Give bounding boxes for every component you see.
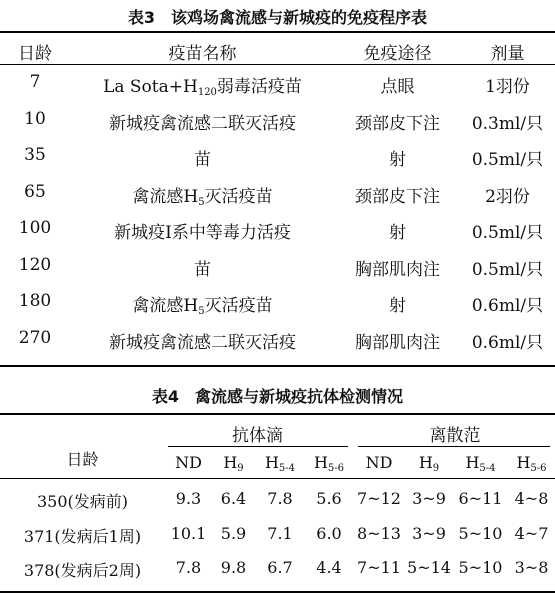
- table4-cell-value: 7~11: [357, 558, 401, 577]
- table3-cell-route: 点眼: [380, 77, 415, 97]
- table3-cell-dose: 1羽份: [485, 77, 530, 97]
- table3-cell-age: 100: [18, 218, 52, 238]
- table3-cell-age: 270: [18, 327, 52, 348]
- table4-cell-value: 7.1: [267, 523, 293, 543]
- table4-cell-value: 4~7: [514, 523, 549, 543]
- table4-cell-age: 371(发病后1周): [23, 526, 142, 546]
- table4-cell-value: 8~13: [357, 523, 401, 543]
- table4-subheader: $H_{5-6}$: [313, 453, 345, 474]
- table4-cell-value: 9.8: [220, 558, 247, 577]
- table4-subheader: $H_9$: [418, 453, 440, 474]
- table3-header-dose: 剂量: [490, 44, 525, 64]
- table3-cell-vaccine: 禽流感$H_5$灭活疫苗: [132, 186, 273, 208]
- table4-cell-age: 378(发病后2周): [23, 561, 142, 580]
- table4-cell-value: 3~9: [412, 523, 446, 543]
- table3-cell-route: 射: [389, 296, 406, 316]
- table3-cell-dose: 0.5ml/只: [471, 259, 544, 280]
- table4-subheader: $H_9$: [223, 453, 244, 474]
- table3-header-route: 免疫途径: [363, 44, 432, 64]
- table3-cell-age: 180: [18, 291, 52, 311]
- table3-cell-age: 10: [24, 108, 46, 129]
- table4-cell-value: 10.1: [170, 523, 207, 543]
- table4-subheader: $H_{5-4}$: [264, 453, 296, 474]
- table3-caption: 表3 该鸡场禽流感与新城疫的免疫程序表: [127, 8, 428, 27]
- table4-cell-value: 6.7: [267, 558, 293, 577]
- table3-cell-vaccine: 苗: [194, 150, 211, 170]
- table3-cell-age: 120: [18, 254, 52, 275]
- table3-cell-age: 7: [29, 72, 41, 92]
- table4-cell-value: 4.4: [316, 558, 342, 577]
- table4-caption: 表4 禽流感与新城疫抗体检测情况: [151, 387, 404, 406]
- table3-cell-route: 射: [389, 150, 406, 170]
- table4-titer-underline: [168, 446, 348, 447]
- table3-header-rule: [0, 64, 555, 65]
- table4-cell-value: 3~9: [412, 489, 446, 508]
- table3-cell-route: 颈部皮下注: [355, 113, 440, 134]
- table3-cell-route: 颈部皮下注: [355, 186, 440, 207]
- table4-bottom-rule: [0, 591, 555, 593]
- table4-cell-value: 7.8: [175, 558, 202, 577]
- table4-cell-age: 350(发病前): [36, 492, 129, 511]
- table4-cell-value: 5~10: [458, 523, 503, 543]
- table4-cell-value: 5~14: [407, 558, 451, 577]
- table4-header-age: 日龄: [66, 450, 99, 469]
- table3-cell-dose: 0.5ml/只: [471, 223, 544, 243]
- table3-cell-vaccine: 新城疫Ⅰ系中等毒力活疫: [114, 223, 291, 243]
- table3-cell-age: 35: [24, 145, 46, 165]
- table3-cell-route: 胸部肌肉注: [355, 332, 440, 353]
- table3-cell-vaccine: La $Sota+H_{120}$弱毒活疫苗: [103, 77, 302, 98]
- table4-cell-value: 6~11: [458, 489, 503, 508]
- table4-cell-value: 5.9: [220, 523, 247, 543]
- table3-cell-dose: 0.6ml/只: [471, 296, 544, 316]
- table3-cell-vaccine: 新城疫禽流感二联灭活疫: [109, 332, 296, 353]
- table4-group-dispersion: 离散范: [429, 426, 481, 446]
- table4-cell-value: 6.0: [316, 523, 342, 543]
- table4-subheader: $H_{5-6}$: [516, 453, 547, 474]
- table3-cell-vaccine: 苗: [194, 259, 211, 280]
- table3-cell-dose: 0.3ml/只: [471, 113, 544, 134]
- table3-cell-age: 65: [24, 181, 46, 202]
- table3-cell-dose: 2羽份: [485, 186, 530, 207]
- table3-cell-route: 胸部肌肉注: [355, 259, 440, 280]
- table4-subheader: ND: [365, 453, 393, 472]
- table3-cell-vaccine: 禽流感$H_5$灭活疫苗: [132, 296, 273, 317]
- table3-cell-dose: 0.6ml/只: [471, 332, 544, 353]
- table3-header-vaccine: 疫苗名称: [168, 44, 237, 64]
- table3-bottom-rule: [0, 365, 555, 367]
- table4-subheader: ND: [175, 453, 202, 472]
- table4-cell-value: 7.8: [267, 489, 293, 508]
- table4-group-titer: 抗体滴: [232, 426, 283, 446]
- table3-cell-route: 射: [389, 223, 406, 243]
- table3-cell-dose: 0.5ml/只: [471, 150, 544, 170]
- table4-subheader: $H_{5-4}$: [465, 453, 496, 474]
- table4-header-rule: [0, 478, 555, 479]
- table4-dispersion-underline: [358, 446, 550, 447]
- table3-top-rule: [0, 31, 555, 33]
- table4-cell-value: 4~8: [514, 489, 549, 508]
- table4-cell-value: 7~12: [357, 489, 401, 508]
- table4-cell-value: 9.3: [175, 489, 202, 508]
- table3-cell-vaccine: 新城疫禽流感二联灭活疫: [109, 113, 296, 134]
- table4-cell-value: 5~10: [458, 558, 503, 577]
- table4-top-rule: [0, 413, 555, 415]
- table4-cell-value: 6.4: [220, 489, 247, 508]
- table4-cell-value: 5.6: [316, 489, 342, 508]
- table4-cell-value: 3~8: [514, 558, 549, 577]
- table3-header-age: 日龄: [18, 44, 52, 64]
